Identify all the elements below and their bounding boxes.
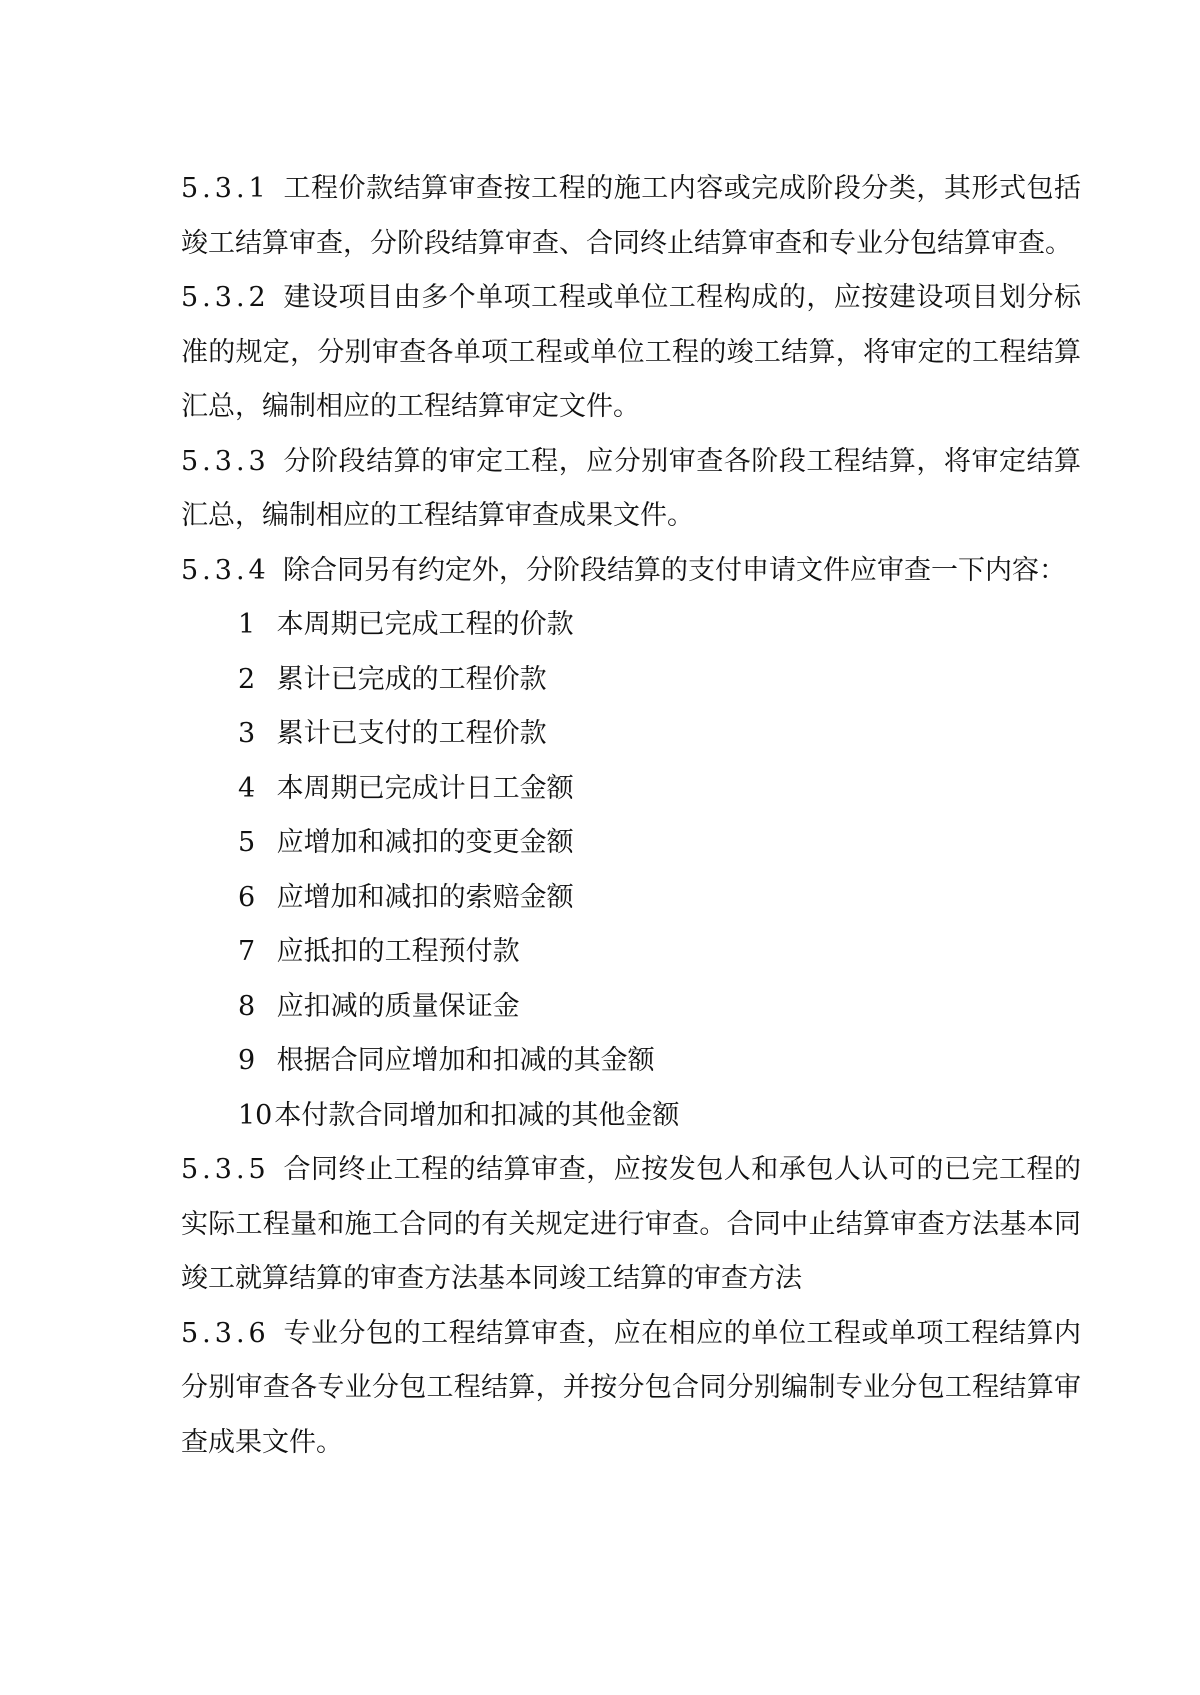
clause-5-3-2 xyxy=(181,271,1081,435)
list-item-number: 8 xyxy=(238,990,256,1022)
clause-number: 5.3.4 xyxy=(181,554,270,586)
list-item xyxy=(181,816,1081,871)
list-item-text: 应扣减的质量保证金 xyxy=(276,990,520,1022)
clause-5-3-3 xyxy=(181,435,1081,544)
list-item-number: 1 xyxy=(238,609,256,640)
clause-number: 5.3.3 xyxy=(181,445,270,477)
document-body xyxy=(181,162,1081,1470)
list-item-number: 10 xyxy=(238,1099,273,1131)
clause-text: 除合同另有约定外，分阶段结算的支付申请文件应审查一下内容： xyxy=(283,554,1066,586)
list-item-text: 应抵扣的工程预付款 xyxy=(276,936,520,967)
clause-number: 5.3.5 xyxy=(181,1154,270,1185)
list-item-text: 本周期已完成工程的价款 xyxy=(276,609,574,640)
list-item xyxy=(181,653,1081,708)
payment-review-list xyxy=(181,598,1081,1143)
clause-text: 专业分包的工程结算审查，应在相应的单位工程或单项工程结算内分别审查各专业分包工程结算，并按分包合同分别编制专业分包工程结算审查成果文件。 xyxy=(181,1317,1081,1458)
list-item-text: 本付款合同增加和扣减的其他金额 xyxy=(274,1099,680,1131)
clause-5-3-1 xyxy=(181,162,1081,271)
list-item-number: 5 xyxy=(238,827,256,858)
list-item-text: 累计已完成的工程价款 xyxy=(276,663,547,695)
list-item-number: 6 xyxy=(238,881,256,913)
list-item xyxy=(181,1034,1081,1089)
list-item-number: 9 xyxy=(238,1045,256,1076)
list-item-number: 3 xyxy=(238,718,256,749)
clause-5-3-4 xyxy=(181,544,1081,599)
list-item xyxy=(181,1089,1081,1144)
list-item xyxy=(181,925,1081,980)
list-item-number: 7 xyxy=(238,936,256,967)
clause-number: 5.3.1 xyxy=(181,173,270,204)
list-item-text: 本周期已完成计日工金额 xyxy=(276,772,574,804)
list-item-number: 2 xyxy=(238,663,256,695)
list-item-text: 应增加和减扣的变更金额 xyxy=(276,827,574,858)
list-item xyxy=(181,980,1081,1035)
clause-text: 建设项目由多个单项工程或单位工程构成的，应按建设项目划分标准的规定，分别审查各单项工程或单位工程的竣工结算，将审定的工程结算汇总，编制相应的工程结算审定文件。 xyxy=(181,282,1081,422)
clause-5-3-5 xyxy=(181,1143,1081,1307)
list-item-text: 累计已支付的工程价款 xyxy=(276,718,547,749)
list-item xyxy=(181,598,1081,653)
clause-text: 分阶段结算的审定工程，应分别审查各阶段工程结算，将审定结算汇总，编制相应的工程结算审查成果文件。 xyxy=(181,445,1081,531)
list-item xyxy=(181,762,1081,817)
list-item xyxy=(181,871,1081,926)
clause-text: 合同终止工程的结算审查，应按发包人和承包人认可的已完工程的实际工程量和施工合同的有关规定进行审查。合同中止结算审查方法基本同竣工就算结算的审查方法基本同竣工结算的审查方法 xyxy=(181,1154,1081,1294)
list-item-text: 根据合同应增加和扣减的其金额 xyxy=(276,1045,655,1076)
clause-number: 5.3.6 xyxy=(181,1317,270,1349)
list-item xyxy=(181,707,1081,762)
list-item-number: 4 xyxy=(238,772,256,804)
clause-5-3-6 xyxy=(181,1307,1081,1471)
clause-text: 工程价款结算审查按工程的施工内容或完成阶段分类，其形式包括竣工结算审查，分阶段结算审查、合同终止结算审查和专业分包结算审查。 xyxy=(181,173,1081,259)
clause-number: 5.3.2 xyxy=(181,282,270,313)
list-item-text: 应增加和减扣的索赔金额 xyxy=(276,881,574,913)
